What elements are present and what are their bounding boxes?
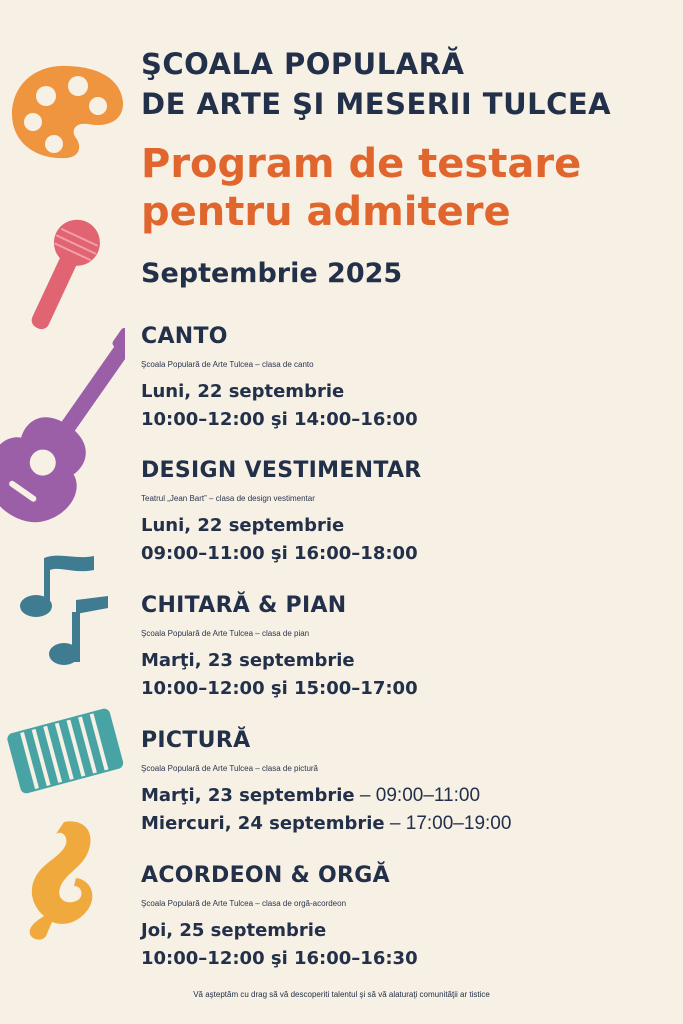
section-title: PICTURĂ xyxy=(141,728,251,753)
schedule-time: – 09:00–11:00 xyxy=(354,785,481,806)
program-title-line1: Program de testare xyxy=(141,141,582,187)
schedule-line xyxy=(141,647,683,675)
schedule-day: Miercuri, 24 septembrie xyxy=(141,813,385,834)
school-name-line2: DE ARTE ŞI MESERII TULCEA xyxy=(141,87,612,121)
school-name-line1: ŞCOALA POPULARĂ xyxy=(141,47,465,81)
schedule-line xyxy=(141,406,683,434)
program-title xyxy=(141,140,581,236)
schedule-line xyxy=(141,378,683,406)
schedule-line xyxy=(141,810,683,838)
schedule-day: Joi, 25 septembrie xyxy=(141,920,327,941)
schedule-day: 10:00–12:00 şi 15:00–17:00 xyxy=(141,678,418,699)
schedule-time: – 17:00–19:00 xyxy=(384,813,512,834)
schedule-day: 09:00–11:00 şi 16:00–18:00 xyxy=(141,543,418,564)
schedule-day: Marţi, 23 septembrie xyxy=(141,650,355,671)
section-location: Teatrul „Jean Bart” – clasa de design vestimentar xyxy=(141,494,315,503)
schedule-day: Marţi, 23 septembrie xyxy=(141,785,355,806)
section-location: Şcoala Populară de Arte Tulcea – clasa de canto xyxy=(141,360,314,369)
schedule-line xyxy=(141,945,683,973)
section-canto xyxy=(141,322,683,434)
schedule-line xyxy=(141,917,683,945)
section-location: Şcoala Populară de Arte Tulcea – clasa de orgă-acordeon xyxy=(141,899,347,908)
footer-message: Vă aşteptăm cu drag să vă descoperiti talentul şi să vă alaturaţi comunităţii ar tistice xyxy=(193,990,490,999)
schedule-line xyxy=(141,782,683,810)
schedule-line xyxy=(141,540,683,568)
guitar-icon xyxy=(0,328,125,538)
microphone-icon xyxy=(22,215,104,340)
schedule-day: 10:00–12:00 şi 14:00–16:00 xyxy=(141,409,418,430)
section-chitara-pian xyxy=(141,591,683,703)
program-title-line2: pentru admitere xyxy=(141,189,511,235)
school-name xyxy=(141,44,611,124)
section-title: CANTO xyxy=(141,324,228,349)
accordion-icon xyxy=(6,700,124,800)
schedule-day: Luni, 22 septembrie xyxy=(141,381,345,402)
section-title: DESIGN VESTIMENTAR xyxy=(141,458,422,483)
section-pictura xyxy=(141,726,683,838)
section-location: Şcoala Populară de Arte Tulcea – clasa de pian xyxy=(141,629,310,638)
palette-icon xyxy=(8,62,126,162)
period-title: Septembrie 2025 xyxy=(141,258,403,289)
section-title: CHITARĂ & PIAN xyxy=(141,593,347,618)
section-location: Şcoala Populară de Arte Tulcea – clasa de pictură xyxy=(141,764,318,773)
schedule-day: Luni, 22 septembrie xyxy=(141,515,345,536)
section-design-vestimentar xyxy=(141,456,683,568)
section-title: ACORDEON & ORGĂ xyxy=(141,863,390,888)
schedule-line xyxy=(141,512,683,540)
section-acordeon-orga xyxy=(141,861,683,973)
schedule-line xyxy=(141,675,683,703)
treble-clef-icon xyxy=(22,818,102,943)
music-note-icon xyxy=(14,550,114,670)
schedule-day: 10:00–12:00 şi 16:00–16:30 xyxy=(141,948,418,969)
